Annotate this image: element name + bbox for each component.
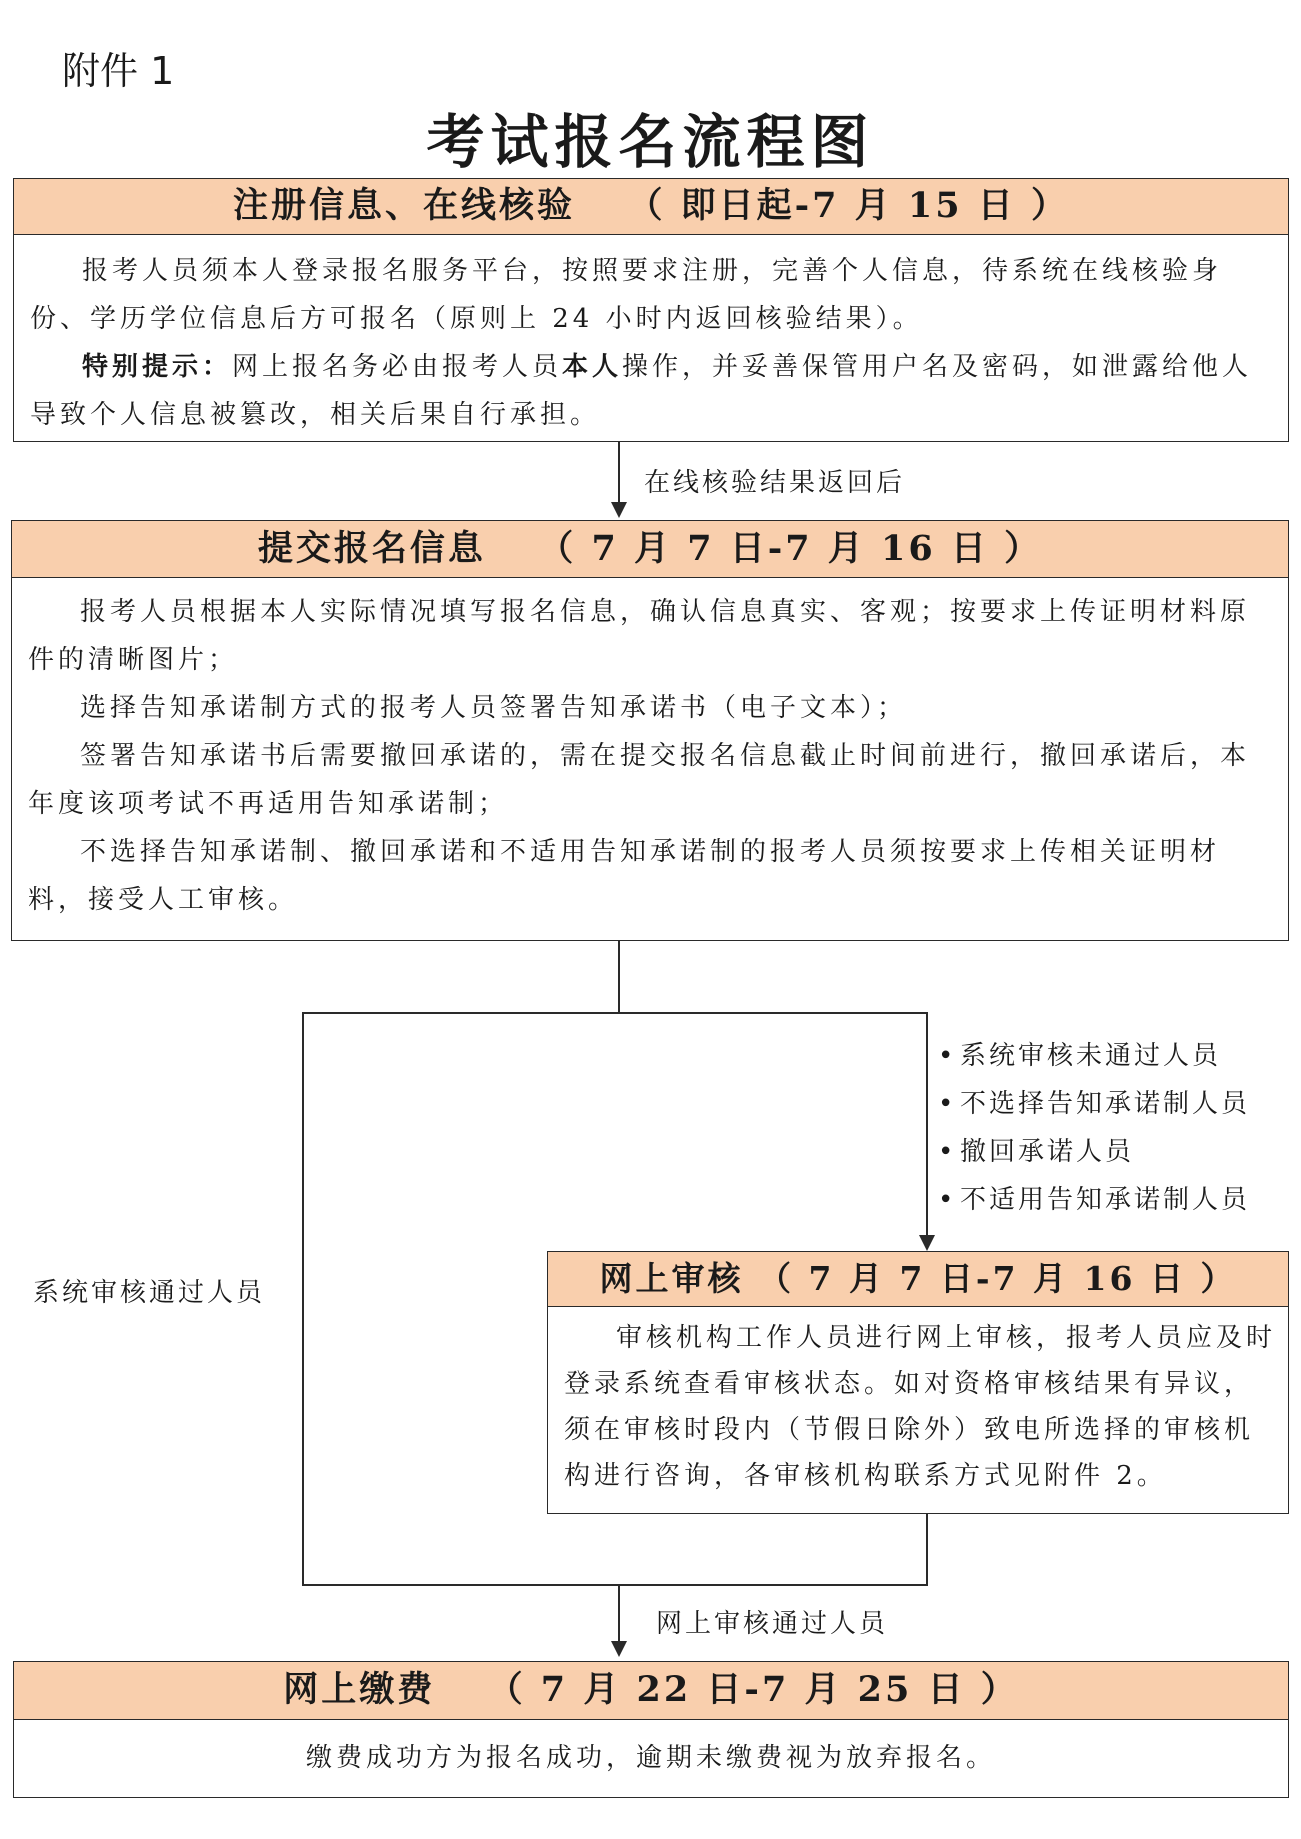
step-payment-heading: 网上缴费 [283,1669,436,1710]
arrow-1-label: 在线核验结果返回后 [644,468,906,498]
step-register-box [13,178,1289,442]
step-review-header [548,1252,1288,1307]
step-payment-header [14,1662,1288,1720]
step-submit-heading: 提交报名信息 [257,528,486,569]
step-register-body [14,235,1288,441]
notice-label: 特别提示： [82,352,233,382]
step-register-heading: 注册信息、在线核验 [233,185,576,226]
notice-text-a: 网上报名务必由报考人员 [232,352,563,382]
step-submit-para-3: 签署告知承诺书后需要撤回承诺的，需在提交报名信息截止时间前进行，撤回承诺后，本年度该项考试不再适用告知承诺制； [28,741,1251,819]
connector-1 [618,442,620,502]
final-arrow-label: 网上审核通过人员 [656,1609,889,1639]
step-review-box [547,1251,1289,1514]
arrow-head-final [611,1641,627,1657]
step-submit-para-4: 不选择告知承诺制、撤回承诺和不适用告知承诺制的报考人员须按要求上传相关证明材料，接受人工审核。 [28,837,1221,915]
step-payment-text: 缴费成功方为报名成功，逾期未缴费视为放弃报名。 [305,1743,996,1773]
bullet-item: • 撤回承诺人员 [938,1128,1250,1176]
bullet-item: • 不适用告知承诺制人员 [938,1176,1250,1224]
step-submit-body [12,578,1288,940]
notice-text-b: 操作，并妥善保管用户名及密码，如泄露给他人导致个人信息被篡改，相关后果自行承担。 [30,352,1253,430]
connector-final [618,1585,620,1643]
step-review-heading: 网上审核 [599,1259,744,1298]
arrow-head-review [919,1235,935,1251]
branch-top-line [302,1012,928,1014]
step-register-date: （ 即日起-7 月 15 日 ） [627,185,1069,226]
step-review-date: （ 7 月 7 日-7 月 16 日 ） [758,1259,1237,1298]
connector-2-down [618,941,620,1013]
step-review-text: 审核机构工作人员进行网上审核，报考人员应及时登录系统查看审核状态。如对资格审核结果有异议，须在审核时段内（节假日除外）致电所选择的审核机构进行咨询，各审核机构联系方式见附件 2。 [564,1323,1277,1491]
step-submit-date: （ 7 月 7 日-7 月 16 日 ） [538,528,1043,569]
step-submit-para-1: 报考人员根据本人实际情况填写报名信息，确认信息真实、客观；按要求上传证明材料原件的清晰图片； [28,597,1251,675]
step-register-header [14,179,1288,235]
step-submit-box [11,520,1289,941]
page-title: 考试报名流程图 [426,108,875,176]
bullet-item: • 系统审核未通过人员 [938,1032,1250,1080]
review-bottom-line [926,1513,928,1585]
attachment-label: 附件 1 [62,49,175,93]
step-review-body [548,1307,1288,1513]
step-register-notice [30,343,1274,439]
arrow-head-1 [611,502,627,518]
step-register-text: 报考人员须本人登录报名服务平台，按照要求注册，完善个人信息，待系统在线核验身份、学历学位信息后方可报名（原则上 24 小时内返回核验结果）。 [30,256,1223,334]
step-submit-para-2: 选择告知承诺制方式的报考人员签署告知承诺书（电子文本）； [80,693,908,723]
branch-right-line [926,1012,928,1246]
right-branch-bullets [938,1032,1250,1224]
left-branch-label: 系统审核通过人员 [33,1278,266,1308]
bullet-item: • 不选择告知承诺制人员 [938,1080,1250,1128]
step-payment-body [14,1720,1288,1797]
branch-left-line [302,1012,304,1586]
step-payment-date: （ 7 月 22 日-7 月 25 日 ） [487,1669,1019,1710]
branch-bottom-line [302,1584,928,1586]
step-submit-header [12,521,1288,578]
notice-text-bold: 本人 [562,352,623,382]
step-payment-box [13,1661,1289,1798]
